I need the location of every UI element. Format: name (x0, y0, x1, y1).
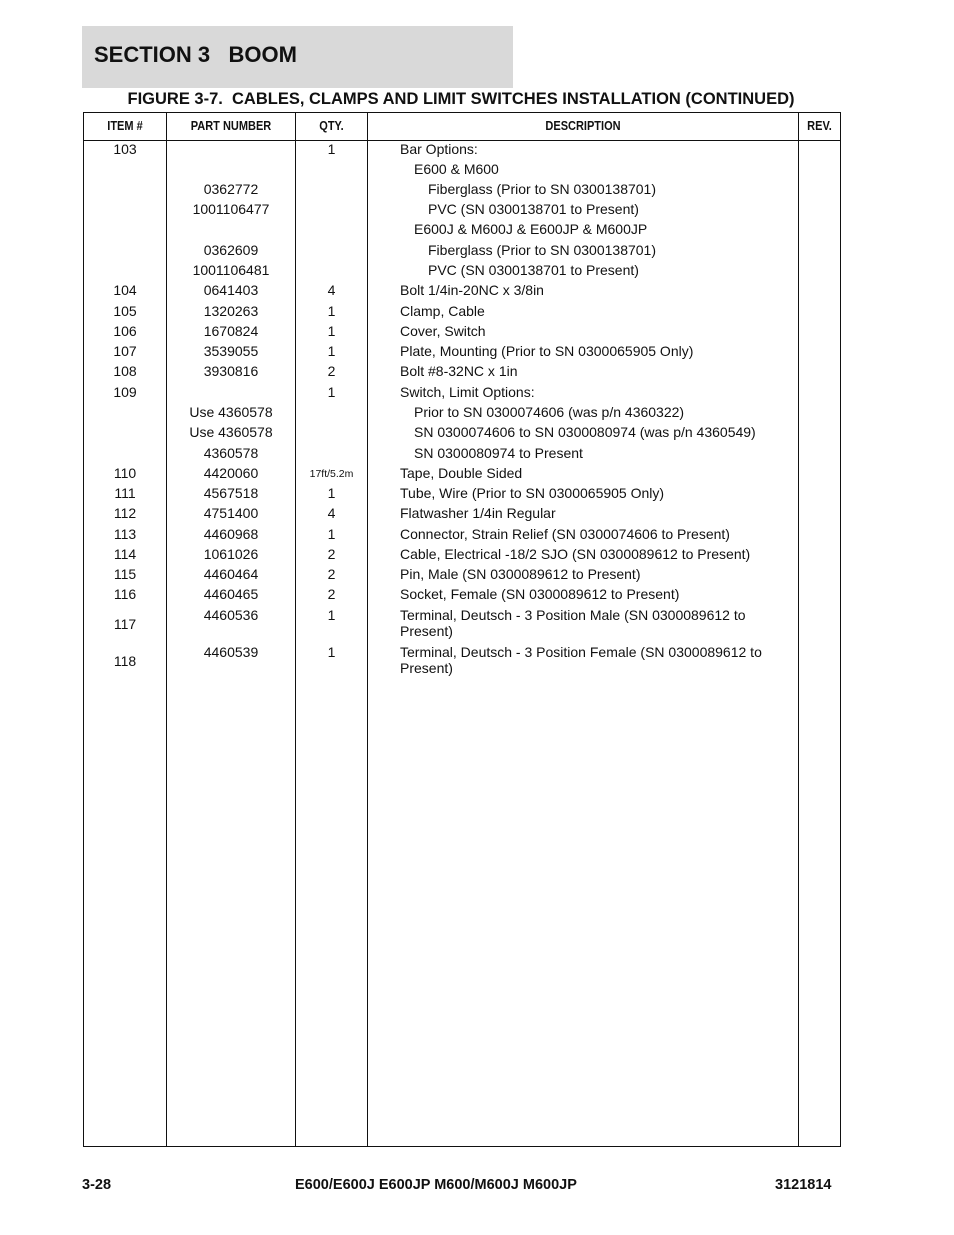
row-part-number: 3539055 (203, 343, 259, 359)
column-divider (295, 113, 296, 1146)
row-quantity: 2 (327, 363, 336, 379)
row-item-number: 105 (113, 303, 137, 319)
row-item-number: 117 (113, 616, 137, 632)
row-quantity: 17ft/5.2m (309, 468, 354, 480)
row-description: Terminal, Deutsch - 3 Position Male (SN 0300089612 to Present) (400, 607, 746, 639)
row-description: Bolt #8-32NC x 1in (400, 363, 518, 379)
row-description: Connector, Strain Relief (SN 0300074606 to Present) (400, 526, 730, 542)
row-quantity: 1 (327, 303, 336, 319)
row-quantity: 1 (327, 384, 336, 400)
row-part-number: 1670824 (203, 323, 259, 339)
row-quantity: 1 (327, 141, 336, 157)
section-title: SECTION 3 BOOM (94, 42, 297, 67)
row-part-number: 0362772 (203, 181, 259, 197)
row-part-number: 4460968 (203, 526, 259, 542)
row-item-number: 111 (114, 485, 136, 501)
row-description: Terminal, Deutsch - 3 Position Female (SN 0300089612 to Present) (400, 644, 762, 676)
row-description: Bar Options: (400, 141, 478, 157)
header-rev: REV. (807, 119, 832, 133)
row-item-number: 115 (113, 566, 137, 582)
row-part-number: Use 4360578 (189, 424, 273, 440)
row-part-number: 3930816 (203, 363, 259, 379)
row-quantity: 2 (327, 546, 336, 562)
row-quantity: 4 (327, 282, 336, 298)
row-part-number: 4751400 (203, 505, 259, 521)
row-description: Clamp, Cable (400, 303, 485, 319)
header-part-number: PART NUMBER (190, 119, 272, 133)
page-number: 3-28 (82, 1177, 112, 1193)
row-quantity: 1 (327, 323, 336, 339)
row-quantity: 1 (327, 485, 336, 501)
row-description: Fiberglass (Prior to SN 0300138701) (428, 181, 657, 197)
row-part-number: Use 4360578 (189, 404, 273, 420)
header-item: ITEM # (107, 119, 143, 133)
row-part-number: 4567518 (203, 485, 259, 501)
column-divider (367, 113, 368, 1146)
row-part-number: 4460464 (203, 566, 259, 582)
row-item-number: 107 (113, 343, 137, 359)
row-quantity: 2 (327, 566, 336, 582)
row-item-number: 103 (113, 141, 137, 157)
row-description: Switch, Limit Options: (400, 384, 535, 400)
row-description: PVC (SN 0300138701 to Present) (428, 201, 639, 217)
row-quantity: 1 (327, 526, 336, 542)
row-part-number: 0362609 (203, 242, 259, 258)
row-part-number: 4420060 (203, 465, 259, 481)
row-item-number: 116 (113, 586, 137, 602)
row-item-number: 112 (113, 505, 137, 521)
model-line: E600/E600J E600JP M600/M600J M600JP (295, 1177, 577, 1193)
row-item-number: 114 (113, 546, 137, 562)
row-part-number: 4360578 (203, 445, 259, 461)
row-part-number: 1001106481 (192, 262, 270, 278)
row-description: Prior to SN 0300074606 (was p/n 4360322) (414, 404, 685, 420)
row-description: E600 & M600 (414, 161, 499, 177)
row-item-number: 110 (113, 465, 137, 481)
document-number: 3121814 (775, 1177, 832, 1193)
row-quantity: 2 (327, 586, 336, 602)
row-part-number: 1001106477 (192, 201, 270, 217)
row-quantity: 4 (327, 505, 336, 521)
row-part-number: 0641403 (203, 282, 259, 298)
row-description: SN 0300074606 to SN 0300080974 (was p/n 4360549) (414, 424, 756, 440)
header-qty: QTY. (319, 119, 344, 133)
row-item-number: 104 (113, 282, 137, 298)
row-description: Plate, Mounting (Prior to SN 0300065905 Only) (400, 343, 694, 359)
row-item-number: 109 (113, 384, 137, 400)
row-quantity: 1 (327, 607, 336, 623)
row-part-number: 1320263 (203, 303, 259, 319)
row-description: SN 0300080974 to Present (414, 445, 583, 461)
row-part-number: 4460465 (203, 586, 259, 602)
row-description: Cable, Electrical -18/2 SJO (SN 0300089612 to Present) (400, 546, 751, 562)
row-description: Cover, Switch (400, 323, 486, 339)
figure-title: FIGURE 3-7. CABLES, CLAMPS AND LIMIT SWITCHES INSTALLATION (CONTINUED) (127, 90, 795, 108)
row-description: Fiberglass (Prior to SN 0300138701) (428, 242, 657, 258)
section-header (82, 26, 513, 88)
row-description: Bolt 1/4in-20NC x 3/8in (400, 282, 544, 298)
row-part-number: 1061026 (203, 546, 259, 562)
row-description: Tape, Double Sided (400, 465, 523, 481)
row-quantity: 1 (327, 343, 336, 359)
row-part-number: 4460536 (203, 607, 259, 623)
header-description: DESCRIPTION (545, 119, 621, 133)
row-description: Flatwasher 1/4in Regular (400, 505, 556, 521)
row-description: Socket, Female (SN 0300089612 to Present) (400, 586, 680, 602)
row-item-number: 113 (113, 526, 137, 542)
row-part-number: 4460539 (203, 644, 259, 660)
row-quantity: 1 (327, 644, 336, 660)
row-description: PVC (SN 0300138701 to Present) (428, 262, 639, 278)
row-item-number: 118 (113, 653, 137, 669)
row-item-number: 108 (113, 363, 137, 379)
row-description: Tube, Wire (Prior to SN 0300065905 Only) (400, 485, 665, 501)
row-description: E600J & M600J & E600JP & M600JP (414, 221, 648, 237)
row-description: Pin, Male (SN 0300089612 to Present) (400, 566, 641, 582)
parts-table (83, 112, 841, 1147)
row-item-number: 106 (113, 323, 137, 339)
